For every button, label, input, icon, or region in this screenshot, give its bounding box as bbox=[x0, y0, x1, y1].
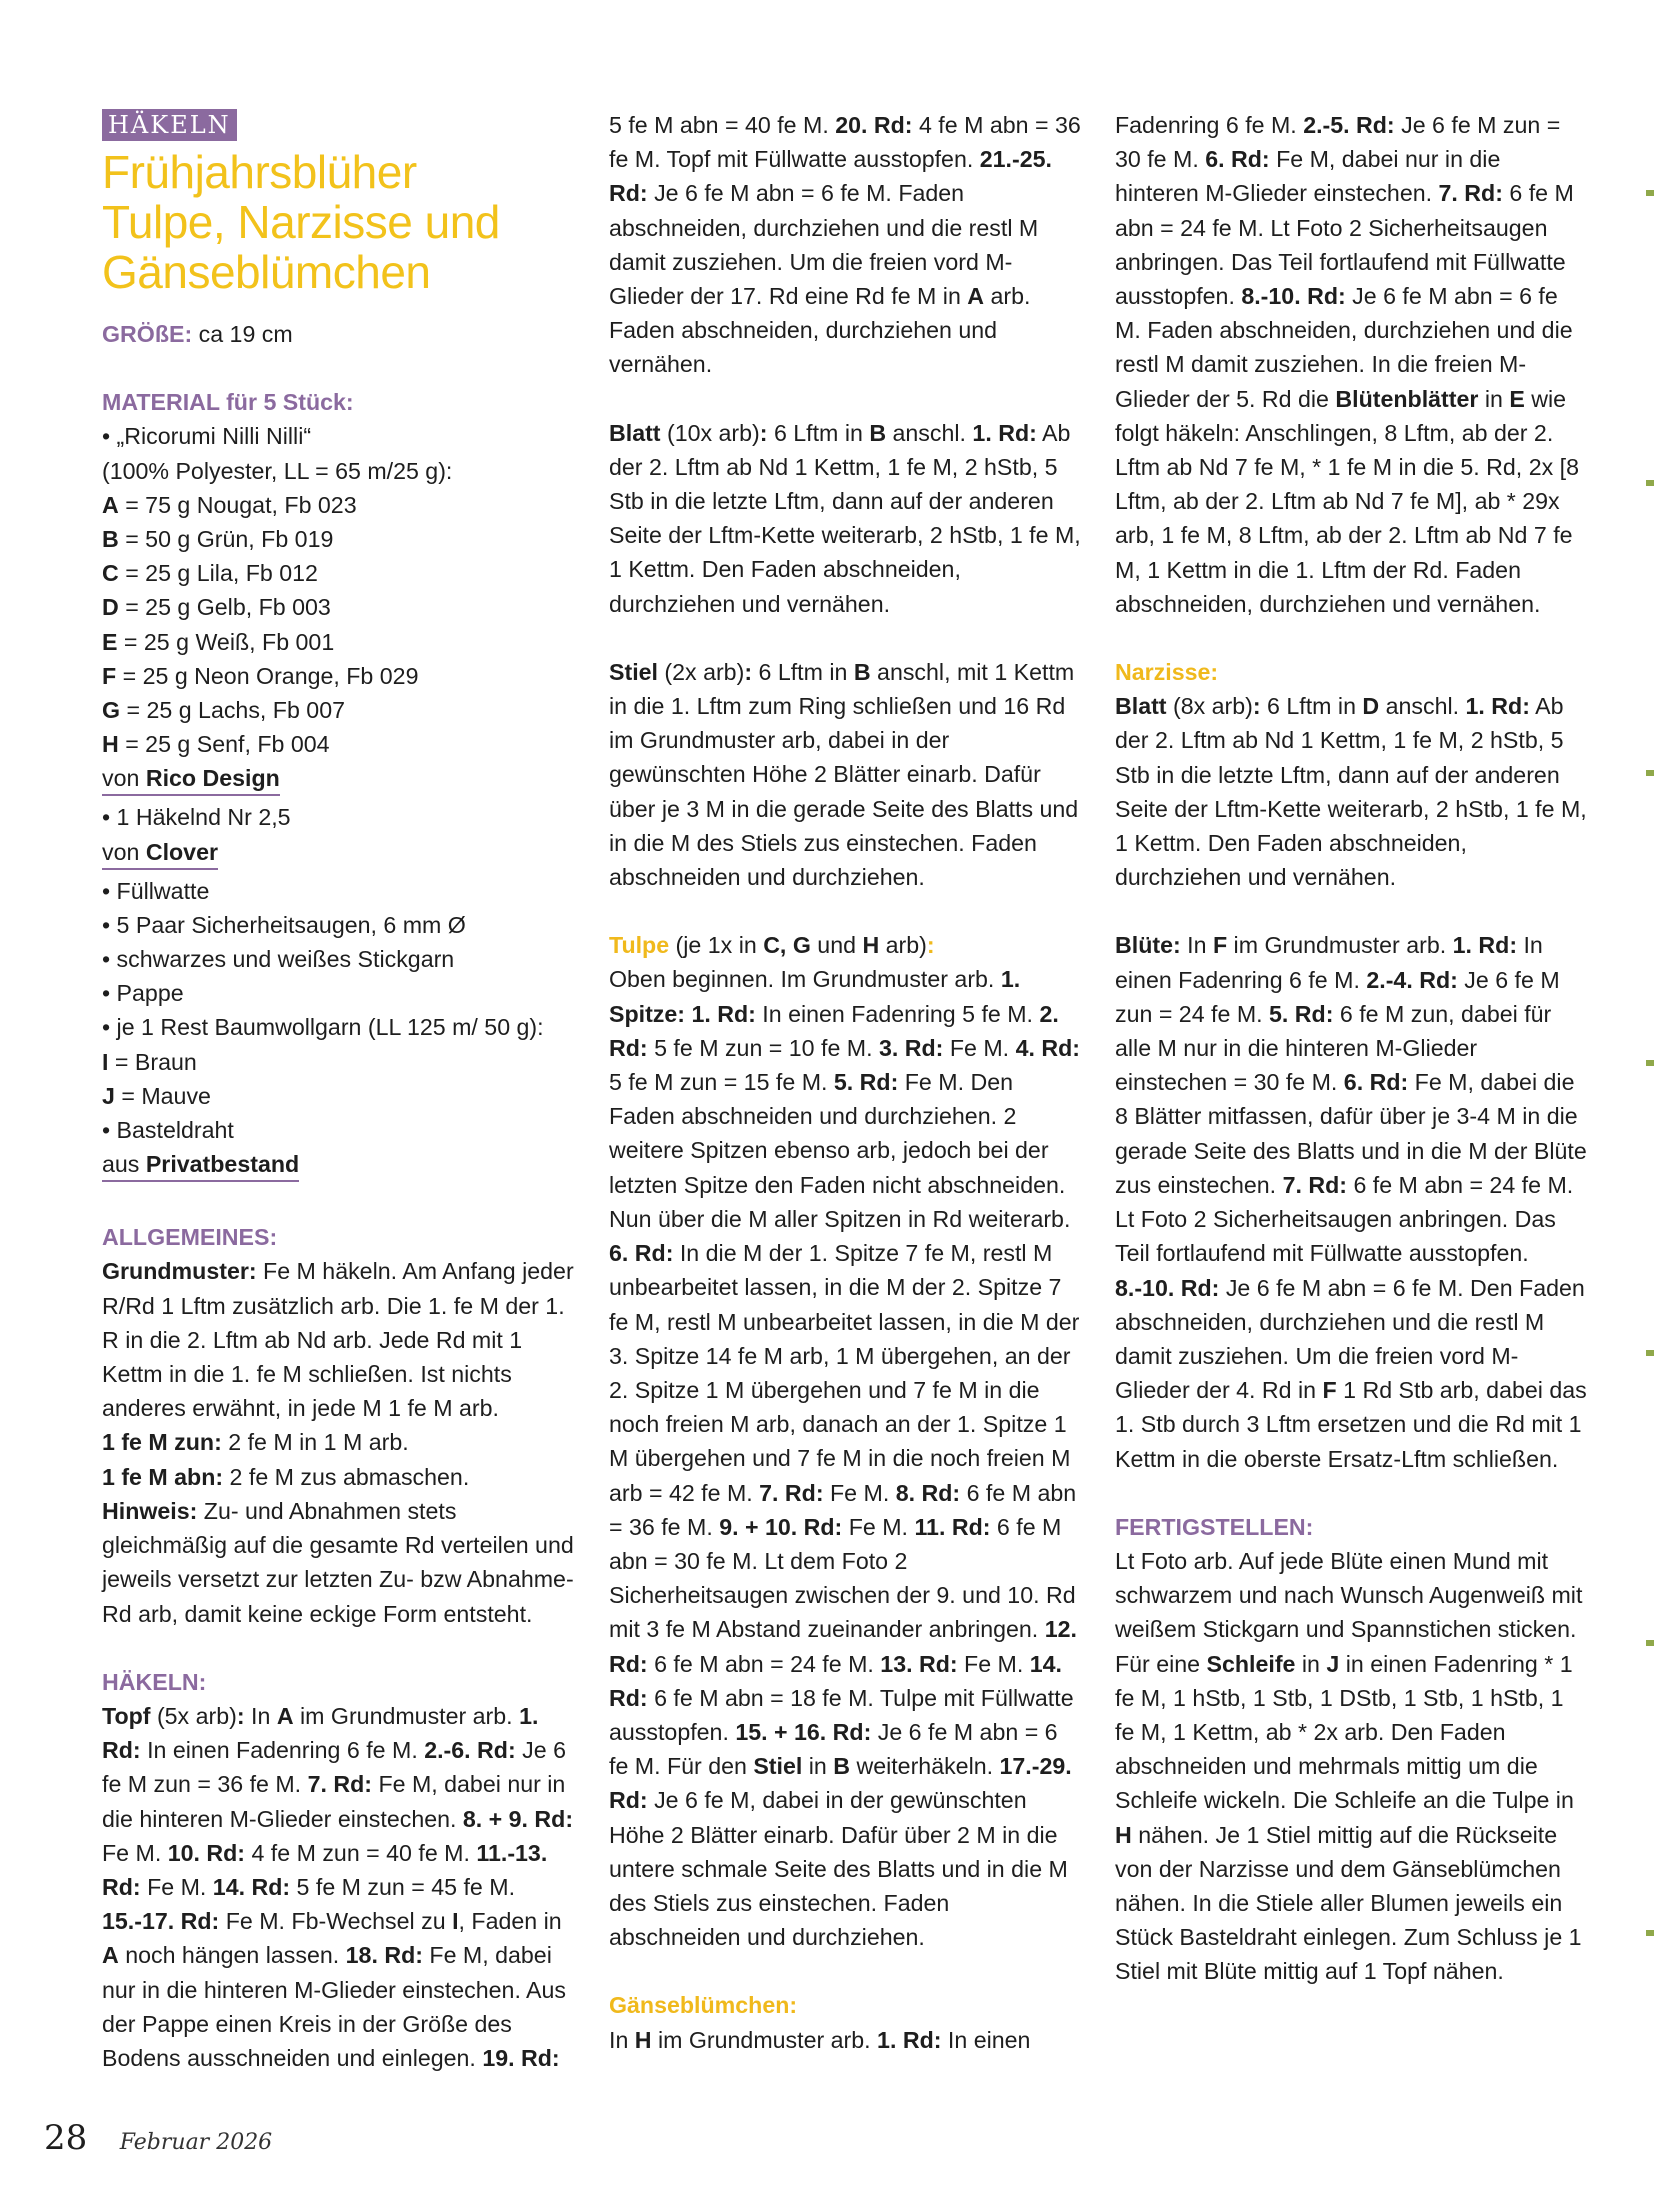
pattern-paragraph: Grundmuster: Fe M häkeln. Am Anfang jeder R/Rd 1 Lftm zusätzlich arb. Die 1. fe M der 1. R in die 2. Lftm ab Nd arb. Jede Rd mit 1 Kettm in die 1. fe M schließen. Ist nichts anderes erwähnt, in jede M 1 fe M arb. bbox=[102, 1258, 574, 1422]
category-tag: HÄKELN bbox=[102, 109, 237, 141]
text-run: noch hängen lassen. bbox=[118, 1942, 346, 1969]
color-item: J = Mauve bbox=[102, 1082, 211, 1109]
text-run: , Faden in bbox=[458, 1908, 562, 1935]
text-run: in bbox=[802, 1753, 834, 1780]
text-run: Blatt bbox=[1115, 693, 1167, 720]
text-run: (8x arb) bbox=[1166, 693, 1253, 720]
source-rico: von Rico Design bbox=[102, 762, 280, 796]
text-run: 1 Rd Stb arb, dabei das 1. Stb durch 3 Lftm ersetzen und die Rd mit 1 Kettm in die oberste Ersatz-Lftm schließen. bbox=[1115, 1377, 1587, 1472]
crochet-heading: HÄKELN: bbox=[102, 1668, 207, 1695]
text-run: B bbox=[869, 419, 887, 446]
column-1 bbox=[102, 108, 576, 2075]
source-clover: von Clover bbox=[102, 836, 218, 870]
text-run: Blatt bbox=[609, 419, 661, 446]
text-run: In bbox=[244, 1702, 277, 1729]
text-run: H bbox=[634, 2026, 652, 2053]
finishing-paragraph bbox=[1115, 1544, 1589, 1989]
text-run: Fe M. bbox=[823, 1479, 896, 1506]
text-run: 1. Rd: bbox=[1452, 932, 1518, 959]
text-run: 15.-17. Rd: bbox=[102, 1908, 220, 1935]
text-run: wie folgt häkeln: Anschlingen, 8 Lftm, ab der 2. Lftm ab Nd 7 fe M, * 1 fe M in die 5. Rd, 2x [8 Lftm, ab der 2. Lftm ab Nd 7 fe M], ab * 29x arb, 1 fe M, 8 Lftm, ab der 2. Lftm ab Nd 7 fe M, 1 Kettm in die 1. Lftm der Rd. Faden abschneiden, durchziehen und vernähen. bbox=[1115, 385, 1579, 617]
text-run: 2.-5. Rd: bbox=[1303, 112, 1395, 138]
text-run: Fe M, dabei nur in die hinteren M-Glieder einstechen. bbox=[102, 1771, 566, 1832]
text-run: nähen. Je 1 Stiel mittig auf die Rückseite von der Narzisse und dem Gänseblümchen nähen. In die Stiele aller Blumen jeweils ein Stück Basteldraht einlegen. Zum Schluss je 1 Stiel mit Blüte mittig auf 1 Topf nähen. bbox=[1115, 1821, 1582, 1985]
extra-item: • je 1 Rest Baumwollgarn (LL 125 m/ 50 g): bbox=[102, 1014, 544, 1041]
column-3 bbox=[1115, 108, 1589, 1989]
text-run: 6 fe M abn = 24 fe M. bbox=[647, 1650, 881, 1677]
text-run: (10x arb) bbox=[660, 419, 760, 446]
source-private: aus Privatbestand bbox=[102, 1148, 299, 1182]
text-run: 13. Rd: bbox=[880, 1650, 958, 1677]
text-run: 7. Rd: bbox=[1282, 1171, 1347, 1198]
gaense-paragraph bbox=[609, 2023, 1083, 2057]
text-run: Blütenblätter bbox=[1335, 385, 1479, 412]
text-run: 6 Lftm in bbox=[752, 658, 854, 685]
text-run: 3. Rd: bbox=[878, 1034, 944, 1061]
text-run: 8. + 9. Rd: bbox=[462, 1805, 574, 1832]
text-run: In bbox=[1180, 932, 1213, 959]
text-run: 1. Rd: bbox=[877, 2026, 942, 2053]
text-run: und bbox=[810, 932, 863, 959]
text-run: Je 6 fe M zun = 36 fe M. bbox=[102, 1737, 566, 1798]
text-run: 20. Rd: bbox=[835, 112, 913, 138]
text-run: 6 fe M abn = 30 fe M. Lt dem Foto 2 Sicherheitsaugen zwischen der 9. und 10. Rd mit 3 fe M Abstand zueinander anbringen. bbox=[609, 1513, 1076, 1643]
text-run: in einen Fadenring * 1 fe M, 1 hStb, 1 Stb, 1 DStb, 1 Stb, 1 hStb, 1 fe M, 1 Kettm, ab * 2x arb. Den Faden abschneiden und mehrmals mittig um die Schleife wickeln. Die Schleife an die Tulpe in bbox=[1115, 1650, 1574, 1814]
text-run: 5. Rd: bbox=[1269, 1000, 1334, 1027]
text-run: Je 6 fe M abn = 6 fe M. Für den bbox=[609, 1718, 1058, 1780]
text-run: Fe M. bbox=[943, 1034, 1016, 1061]
color-item: G = 25 g Lachs, Fb 007 bbox=[102, 697, 345, 724]
text-run: Fe M. bbox=[957, 1650, 1030, 1677]
text-run: A bbox=[102, 1942, 119, 1969]
decrease-paragraph: 1 fe M abn: 2 fe M zus abmaschen. bbox=[102, 1463, 470, 1490]
extra-color-list bbox=[102, 1045, 576, 1113]
text-run: im Grundmuster arb. bbox=[1227, 932, 1453, 959]
text-run: 12. Rd: bbox=[609, 1616, 1077, 1677]
text-run: Stiel bbox=[609, 658, 658, 685]
text-run: 1. Rd: bbox=[102, 1702, 539, 1764]
text-run: 1. Rd: bbox=[972, 419, 1037, 446]
text-run: 6. Rd: bbox=[609, 1240, 674, 1267]
title-line: Tulpe, Narzisse und bbox=[102, 196, 500, 248]
text-run: In einen Fadenring 6 fe M. bbox=[140, 1737, 425, 1764]
color-item: B = 50 g Grün, Fb 019 bbox=[102, 526, 334, 553]
text-run: Je 6 fe M zun = 30 fe M. bbox=[1115, 112, 1561, 173]
text-run: 7. Rd: bbox=[307, 1771, 372, 1798]
text-run: In einen Fadenring 6 fe M. bbox=[1115, 932, 1543, 993]
text-run: 2.-6. Rd: bbox=[424, 1737, 516, 1764]
text-run: F bbox=[1212, 932, 1228, 959]
text-run: : bbox=[236, 1702, 245, 1729]
text-run: F bbox=[1322, 1377, 1337, 1404]
text-run: 5 fe M abn = 40 fe M. bbox=[609, 112, 836, 138]
text-run: (je 1x in bbox=[669, 932, 764, 959]
color-item: F = 25 g Neon Orange, Fb 029 bbox=[102, 662, 419, 689]
text-run: 5. Rd: bbox=[833, 1069, 899, 1096]
text-run: Fe M, dabei die 8 Blätter mitfassen, dafür über je 3-4 M in die gerade Seite des Blatts und in die M der Blüte zus einstechen. bbox=[1115, 1069, 1587, 1198]
text-run: 8.-10. Rd: bbox=[1241, 283, 1346, 310]
topf-paragraph bbox=[102, 1699, 576, 2075]
text-run: Schleife bbox=[1206, 1650, 1296, 1677]
text-run: 2.-4. Rd: bbox=[1366, 966, 1458, 993]
extra-item: • 5 Paar Sicherheitsaugen, 6 mm Ø bbox=[102, 911, 466, 938]
color-item: C = 25 g Lila, Fb 012 bbox=[102, 560, 318, 587]
text-run: 10. Rd: bbox=[167, 1839, 246, 1866]
extra-item: • schwarzes und weißes Stickgarn bbox=[102, 946, 455, 973]
text-run: anschl. bbox=[1379, 693, 1466, 720]
text-run: I bbox=[452, 1908, 459, 1935]
text-run: H bbox=[1115, 1821, 1132, 1848]
text-run: 6. Rd: bbox=[1205, 146, 1270, 173]
text-run: Je 6 fe M zun = 24 fe M. bbox=[1115, 966, 1560, 1027]
text-run: 19. Rd: bbox=[482, 2044, 560, 2071]
size-label: GRÖßE: bbox=[102, 321, 193, 347]
issue-date: Februar 2026 bbox=[119, 2130, 273, 2155]
text-run: Topf bbox=[102, 1702, 151, 1729]
yarn-spec: (100% Polyester, LL = 65 m/25 g): bbox=[102, 457, 453, 484]
yarn-name: • „Ricorumi Nilli Nilli“ bbox=[102, 423, 312, 450]
text-run: Oben beginnen. Im Grundmuster arb. bbox=[609, 966, 1001, 993]
text-run: Fadenring 6 fe M. bbox=[1115, 112, 1304, 138]
page-number: 28 bbox=[44, 2118, 88, 2158]
text-run: 14. Rd: bbox=[609, 1650, 1062, 1711]
topf-paragraph-continued bbox=[609, 108, 1083, 382]
text-run: 6 fe M abn = 18 fe M. Tulpe mit Füllwatte ausstopfen. bbox=[609, 1684, 1074, 1745]
text-run: B bbox=[833, 1753, 850, 1780]
text-run: Fe M. Den Faden abschneiden und durchziehen. 2 weitere Spitzen ebenso arb, jedoch bei der letzten Spitze den Faden nicht abschneiden. Nun über die M aller Spitzen in Rd weiterarb. bbox=[609, 1069, 1071, 1232]
hook-item: • 1 Häkelnd Nr 2,5 bbox=[102, 804, 291, 831]
text-run: E bbox=[1509, 385, 1525, 412]
text-run: 21.-25. Rd: bbox=[609, 146, 1052, 207]
text-run: 6 Lftm in bbox=[1260, 693, 1363, 720]
text-run: Je 6 fe M abn = 6 fe M. Faden abschneiden, durchziehen und die restl M damit zusziehen. In die freien M-Glieder der 5. Rd die bbox=[1115, 283, 1573, 412]
text-run: In bbox=[609, 2026, 635, 2053]
text-run: 7. Rd: bbox=[1438, 180, 1503, 207]
general-heading: ALLGEMEINES: bbox=[102, 1224, 278, 1251]
text-run: 5 fe M zun = 45 fe M. bbox=[290, 1873, 516, 1900]
color-list bbox=[102, 488, 576, 762]
page-title bbox=[102, 147, 576, 297]
extra-item: • Pappe bbox=[102, 980, 184, 1007]
text-run: 14. Rd: bbox=[212, 1873, 291, 1900]
text-run: Fe M. Fb-Wechsel zu bbox=[219, 1908, 453, 1935]
text-run: 4 fe M abn = 36 fe M. Topf mit Füllwatte ausstopfen. bbox=[609, 112, 1081, 173]
text-run: im Grundmuster arb. bbox=[293, 1702, 520, 1729]
color-item: D = 25 g Gelb, Fb 003 bbox=[102, 594, 331, 621]
size-value: ca 19 cm bbox=[192, 321, 293, 347]
color-item: H = 25 g Senf, Fb 004 bbox=[102, 731, 330, 758]
text-run: arb. Faden abschneiden, durchziehen und vernähen. bbox=[609, 283, 1031, 378]
material-heading: MATERIAL für 5 Stück: bbox=[102, 389, 354, 416]
text-run: 8.-10. Rd: bbox=[1115, 1274, 1220, 1301]
text-run: Je 6 fe M, dabei in der gewünschten Höhe 2 Blätter einarb. Dafür über 2 M in die untere schmale Seite des Blatts und in die M des Stiels zus einstechen. Faden abschneiden und durchziehen. bbox=[609, 1787, 1068, 1951]
text-run: 15. + 16. Rd: bbox=[735, 1718, 872, 1745]
text-run: Ab der 2. Lftm ab Nd 1 Kettm, 1 fe M, 2 hStb, 5 Stb in die letzte Lftm, dann auf der anderen Seite der Lftm-Kette weiterarb, 2 hStb, 1 fe M, 1 Kettm. Den Faden abschneiden, durchziehen und vernähen. bbox=[609, 419, 1081, 617]
extra-item: • Füllwatte bbox=[102, 877, 210, 904]
text-run: 5 fe M zun = 15 fe M. bbox=[609, 1069, 834, 1096]
text-run: weiterhäkeln. bbox=[850, 1753, 1000, 1780]
edge-color-marks bbox=[1646, 70, 1654, 2150]
text-run: 9. + 10. Rd: bbox=[719, 1513, 843, 1540]
gaense-paragraph-continued bbox=[1115, 108, 1589, 621]
color-item: I = Braun bbox=[102, 1048, 197, 1075]
title-line: Gänseblümchen bbox=[102, 246, 431, 298]
text-run: (2x arb) bbox=[657, 658, 745, 685]
text-run: A bbox=[276, 1702, 294, 1729]
text-run: A bbox=[967, 283, 985, 310]
color-item: E = 25 g Weiß, Fb 001 bbox=[102, 628, 335, 655]
text-run: D bbox=[1362, 693, 1380, 720]
text-run: 5 fe M zun = 10 fe M. bbox=[647, 1034, 879, 1061]
increase-paragraph: 1 fe M zun: 2 fe M in 1 M arb. bbox=[102, 1429, 409, 1456]
text-run: Blüte: bbox=[1115, 932, 1181, 959]
text-run: 11. Rd: bbox=[914, 1513, 991, 1540]
page-footer bbox=[44, 2118, 272, 2162]
text-run: Je 6 fe M abn = 6 fe M. Den Faden abschneiden, durchziehen und die restl M damit zusziehen. Um die freien vord M-Glieder der 4. Rd in bbox=[1115, 1274, 1585, 1404]
color-item: A = 75 g Nougat, Fb 023 bbox=[102, 491, 357, 518]
narzisse-blatt-paragraph bbox=[1115, 689, 1589, 894]
text-run: 11.-13. Rd: bbox=[102, 1839, 548, 1900]
finishing-heading: FERTIGSTELLEN: bbox=[1115, 1513, 1314, 1540]
text-run: In einen Fadenring 5 fe M. bbox=[755, 1000, 1040, 1027]
size-line bbox=[102, 317, 576, 351]
text-run: 1. Rd: bbox=[1465, 693, 1530, 720]
text-run: : bbox=[1252, 693, 1261, 720]
text-run: B bbox=[853, 658, 871, 685]
text-run: Fe M, dabei nur in die hinteren M-Glieder einstechen. Aus der Pappe einen Kreis in der Größe des Bodens ausschneiden und einlegen. bbox=[102, 1942, 567, 2071]
text-run: Stiel bbox=[753, 1753, 803, 1780]
text-run: : bbox=[926, 932, 935, 959]
text-run: 2. Rd: bbox=[609, 1000, 1059, 1061]
text-run: in bbox=[1478, 385, 1510, 412]
text-run: Fe M. bbox=[102, 1839, 168, 1866]
gaense-heading: Gänseblümchen: bbox=[609, 1992, 798, 2019]
tulpe-paragraph bbox=[609, 962, 1083, 1954]
text-run: In einen bbox=[941, 2026, 1031, 2053]
text-run: Lt Foto arb. Auf jede Blüte einen Mund mit schwarzem und nach Wunsch Augenweiß mit weißem Stickgarn und Spannstichen sticken. Für eine bbox=[1115, 1547, 1583, 1677]
text-run: Ab der 2. Lftm ab Nd 1 Kettm, 1 fe M, 2 hStb, 5 Stb in die letzte Lftm, dann auf der anderen Seite der Lftm-Kette weiterarb, 2 hStb, 1 fe M, 1 Kettm. Den Faden abschneiden, durchziehen und vernähen. bbox=[1115, 693, 1587, 891]
wire-item: • Basteldraht bbox=[102, 1117, 234, 1144]
text-run: Je 6 fe M abn = 6 fe M. Faden abschneiden, durchziehen und die restl M damit zusziehen. Um die freien vord M-Glieder der 17. Rd eine Rd fe M in bbox=[609, 180, 1039, 310]
text-run: 6 Lftm in bbox=[767, 419, 870, 446]
text-run: 6 fe M abn = 36 fe M. bbox=[609, 1479, 1077, 1540]
narzisse-heading: Narzisse: bbox=[1115, 659, 1219, 686]
text-run: (5x arb) bbox=[150, 1702, 237, 1729]
text-run: Fe M. bbox=[140, 1873, 213, 1900]
blatt-paragraph bbox=[609, 416, 1083, 621]
text-run: 6 fe M abn = 24 fe M. Lt Foto 2 Sicherheitsaugen anbringen. Das Teil fortlaufend mit Füllwatte ausstopfen. bbox=[1115, 180, 1574, 310]
text-run: 8. Rd: bbox=[895, 1479, 961, 1506]
narzisse-bluete-paragraph bbox=[1115, 928, 1589, 1475]
text-run: : bbox=[759, 419, 768, 446]
text-run: 7. Rd: bbox=[759, 1479, 824, 1506]
text-run: Fe M. bbox=[842, 1513, 915, 1540]
text-run: H bbox=[862, 932, 880, 959]
text-run: 1. Spitze: 1. Rd: bbox=[609, 966, 1021, 1027]
text-run: im Grundmuster arb. bbox=[651, 2026, 878, 2053]
text-run: 6 fe M zun, dabei für alle M nur in die hinteren M-Glieder einstechen = 30 fe M. bbox=[1115, 1000, 1552, 1096]
text-run: : bbox=[744, 658, 753, 685]
text-run: arb) bbox=[879, 932, 927, 959]
text-run: anschl. bbox=[886, 419, 973, 446]
text-run: Fe M, dabei nur in die hinteren M-Glieder einstechen. bbox=[1115, 146, 1501, 207]
text-run: J bbox=[1326, 1650, 1340, 1677]
text-run: in bbox=[1295, 1650, 1327, 1677]
text-run: 6 fe M abn = 24 fe M. Lt Foto 2 Sicherheitsaugen anbringen. Das Teil fortlaufend mit Füllwatte ausstopfen. bbox=[1115, 1171, 1574, 1267]
text-run: 18. Rd: bbox=[345, 1942, 423, 1969]
text-run: 6. Rd: bbox=[1343, 1069, 1409, 1096]
hint-paragraph: Hinweis: Zu- und Abnahmen stets gleichmäßig auf die gesamte Rd verteilen und jeweils versetzt zur letzten Zu- bzw Abnahme-Rd arb, damit keine eckige Form entsteht. bbox=[102, 1497, 574, 1627]
title-line: Frühjahrsblüher bbox=[102, 146, 417, 198]
column-2 bbox=[609, 108, 1083, 2057]
text-run: 17.-29. Rd: bbox=[609, 1753, 1072, 1814]
stiel-paragraph bbox=[609, 655, 1083, 894]
text-run: 4. Rd: bbox=[1015, 1034, 1080, 1061]
text-run: In die M der 1. Spitze 7 fe M, restl M unbearbeitet lassen, in die M der 2. Spitze 7 fe M, restl M unbearbeitet lassen, in die M der 3. Spitze 14 fe M arb, 1 M übergehen, an der 2. Spitze 1 M übergehen und 7 fe M in die noch freien M arb, danach an der 1. Spitze 1 M übergehen und 7 fe M in die noch freien M arb = 42 fe M. bbox=[609, 1240, 1080, 1506]
text-run: C, G bbox=[763, 932, 811, 959]
text-run: 4 fe M zun = 40 fe M. bbox=[245, 1839, 477, 1866]
text-run: Tulpe bbox=[609, 932, 670, 959]
text-run: anschl, mit 1 Kettm in die 1. Lftm zum Ring schließen und 16 Rd im Grundmuster arb, dabei in der gewünschten Höhe 2 Blätter einarb. Dafür über je 3 M in die gerade Seite des Blatts und in die M des Stiels zus einstechen. Faden abschneiden und durchziehen. bbox=[609, 658, 1079, 891]
tulpe-heading bbox=[609, 928, 1083, 962]
